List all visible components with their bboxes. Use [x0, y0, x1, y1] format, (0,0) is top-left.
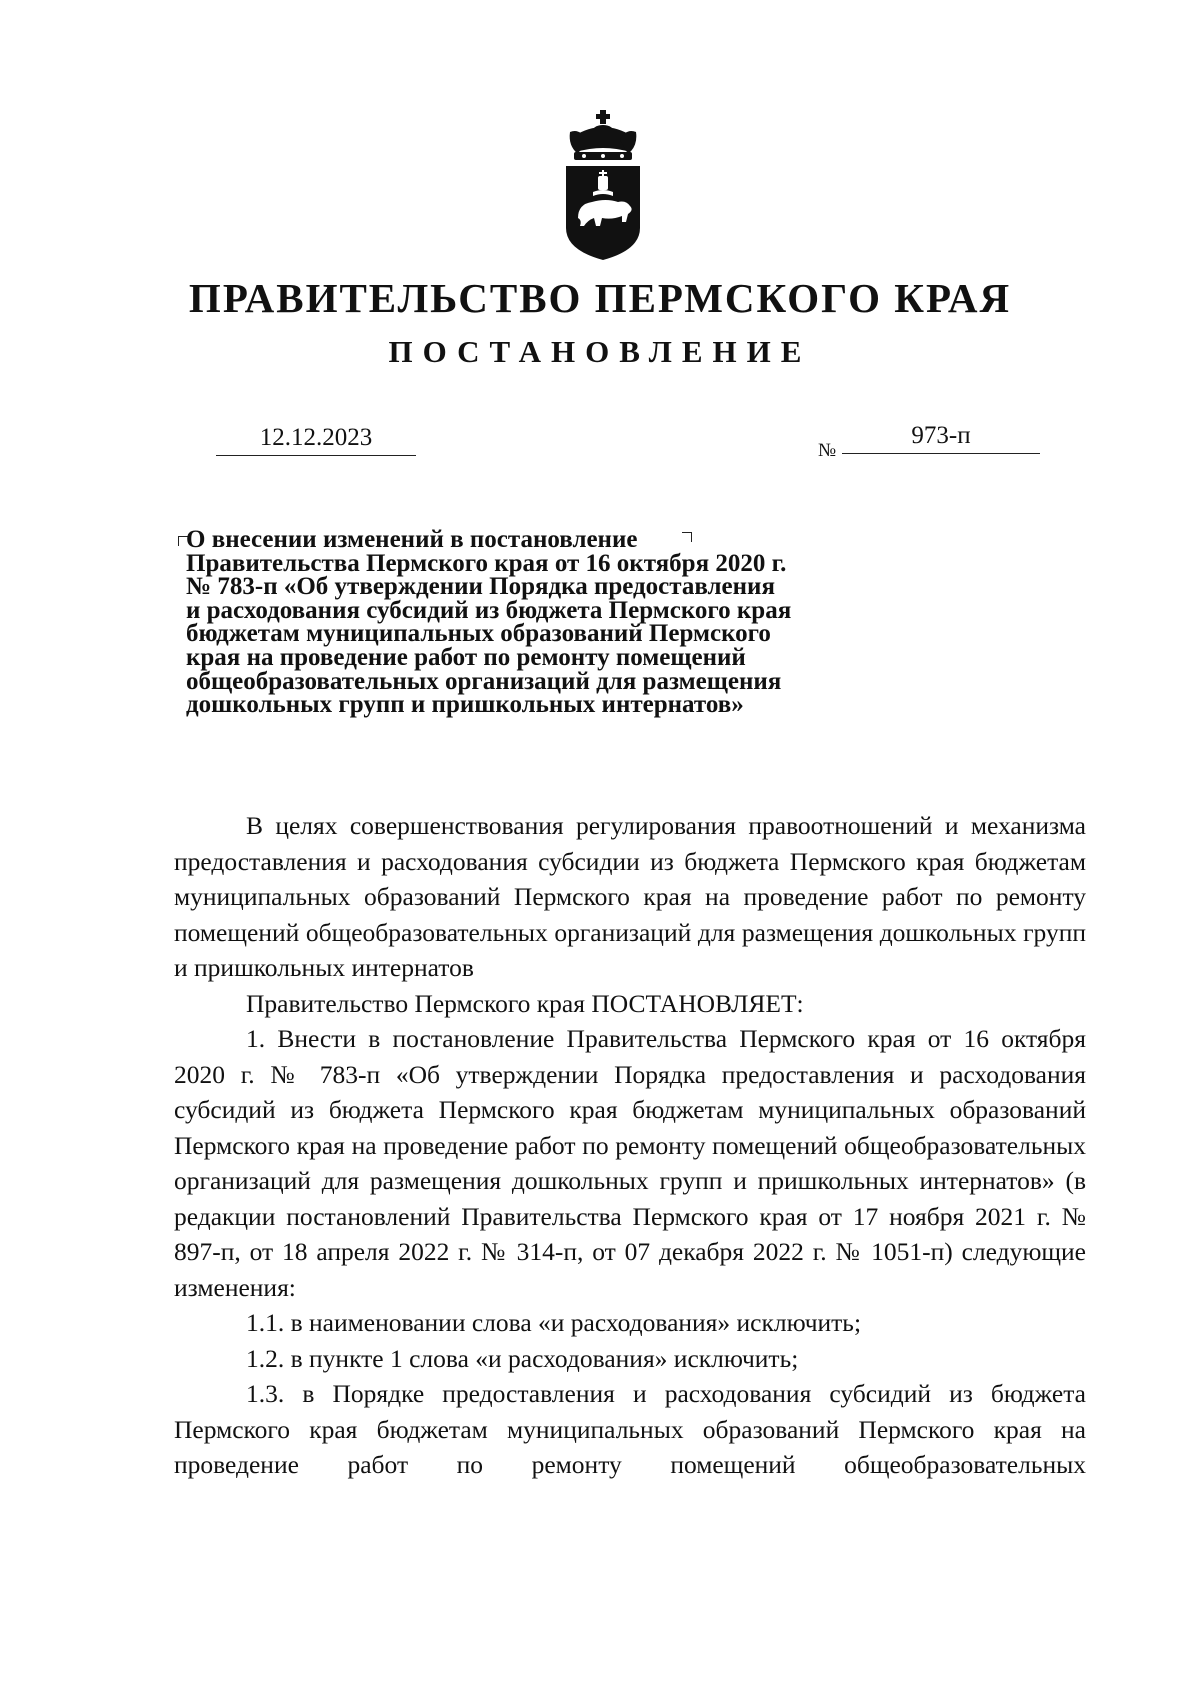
item-1-paragraph: 1. Внести в постановление Правительства Пермского края от 16 октября 2020 г. № 783-п «Об утверждении Порядка предоставления и расходования субсидий из бюджета Пермского края бюджетам муниципальных образований Пермского края на проведение работ по ремонту помещений общеобразовательных организаций для размещения дошкольных групп и пришкольных интернатов» (в редакции постановлений Правительства Пермского края от 17 ноября 2021 г. № 897-п, от 18 апреля 2022 г. № 314-п, от 07 декабря 2022 г. № 1051-п) следующие изменения: — [174, 1024, 1086, 1302]
number-value: 973-п — [911, 422, 971, 449]
date-underline — [216, 455, 416, 456]
item-1-1-paragraph: 1.1. в наименовании слова «и расходования» исключить; — [246, 1308, 862, 1337]
number-sign: № — [818, 440, 837, 461]
document-body — [174, 808, 1086, 1483]
document-number — [818, 422, 1040, 461]
subject-line: общеобразовательных организаций для размещения — [186, 667, 782, 695]
subject-line: дошкольных групп и пришкольных интернатов» — [186, 691, 744, 719]
item-1-2-paragraph: 1.2. в пункте 1 слова «и расходования» исключить; — [246, 1343, 799, 1373]
resolution-paragraph: Правительство Пермского края ПОСТАНОВЛЯЕТ: — [246, 988, 804, 1018]
organization-title: ПРАВИТЕЛЬСТВО ПЕРМСКОГО КРАЯ — [188, 275, 1012, 321]
subject-line: О внесении изменений в постановление — [186, 526, 638, 553]
subject-line: Правительства Пермского края от 16 октября 2020 г. — [186, 549, 787, 577]
subject-line: № 783-п «Об утверждении Порядка предоставления — [186, 573, 775, 601]
number-underline — [842, 453, 1040, 454]
document-type: ПОСТАНОВЛЕНИЕ — [388, 334, 812, 369]
preamble-paragraph: В целях совершенствования регулирования правоотношений и механизма предоставления и расходования субсидии из бюджета Пермского края бюджетам муниципальных образований Пермского края на проведение работ по ремонту помещений общеобразовательных организаций для размещения дошкольных групп и пришкольных интернатов — [174, 811, 1086, 982]
subject-line: и расходования субсидий из бюджета Пермского края — [186, 596, 792, 624]
coat-of-arms-icon — [560, 110, 646, 260]
subject-line: бюджетам муниципальных образований Пермского — [186, 620, 771, 648]
item-1-3-paragraph: 1.3. в Порядке предоставления и расходования субсидий из бюджета Пермского края бюджетам муниципальных образований Пермского края на проведение работ по ремонту помещений общеобразовательных — [174, 1379, 1086, 1479]
document-subject — [186, 528, 906, 717]
date-value: 12.12.2023 — [259, 424, 373, 451]
subject-line: края на проведение работ по ремонту помещений — [186, 643, 746, 671]
document-date — [216, 424, 416, 456]
